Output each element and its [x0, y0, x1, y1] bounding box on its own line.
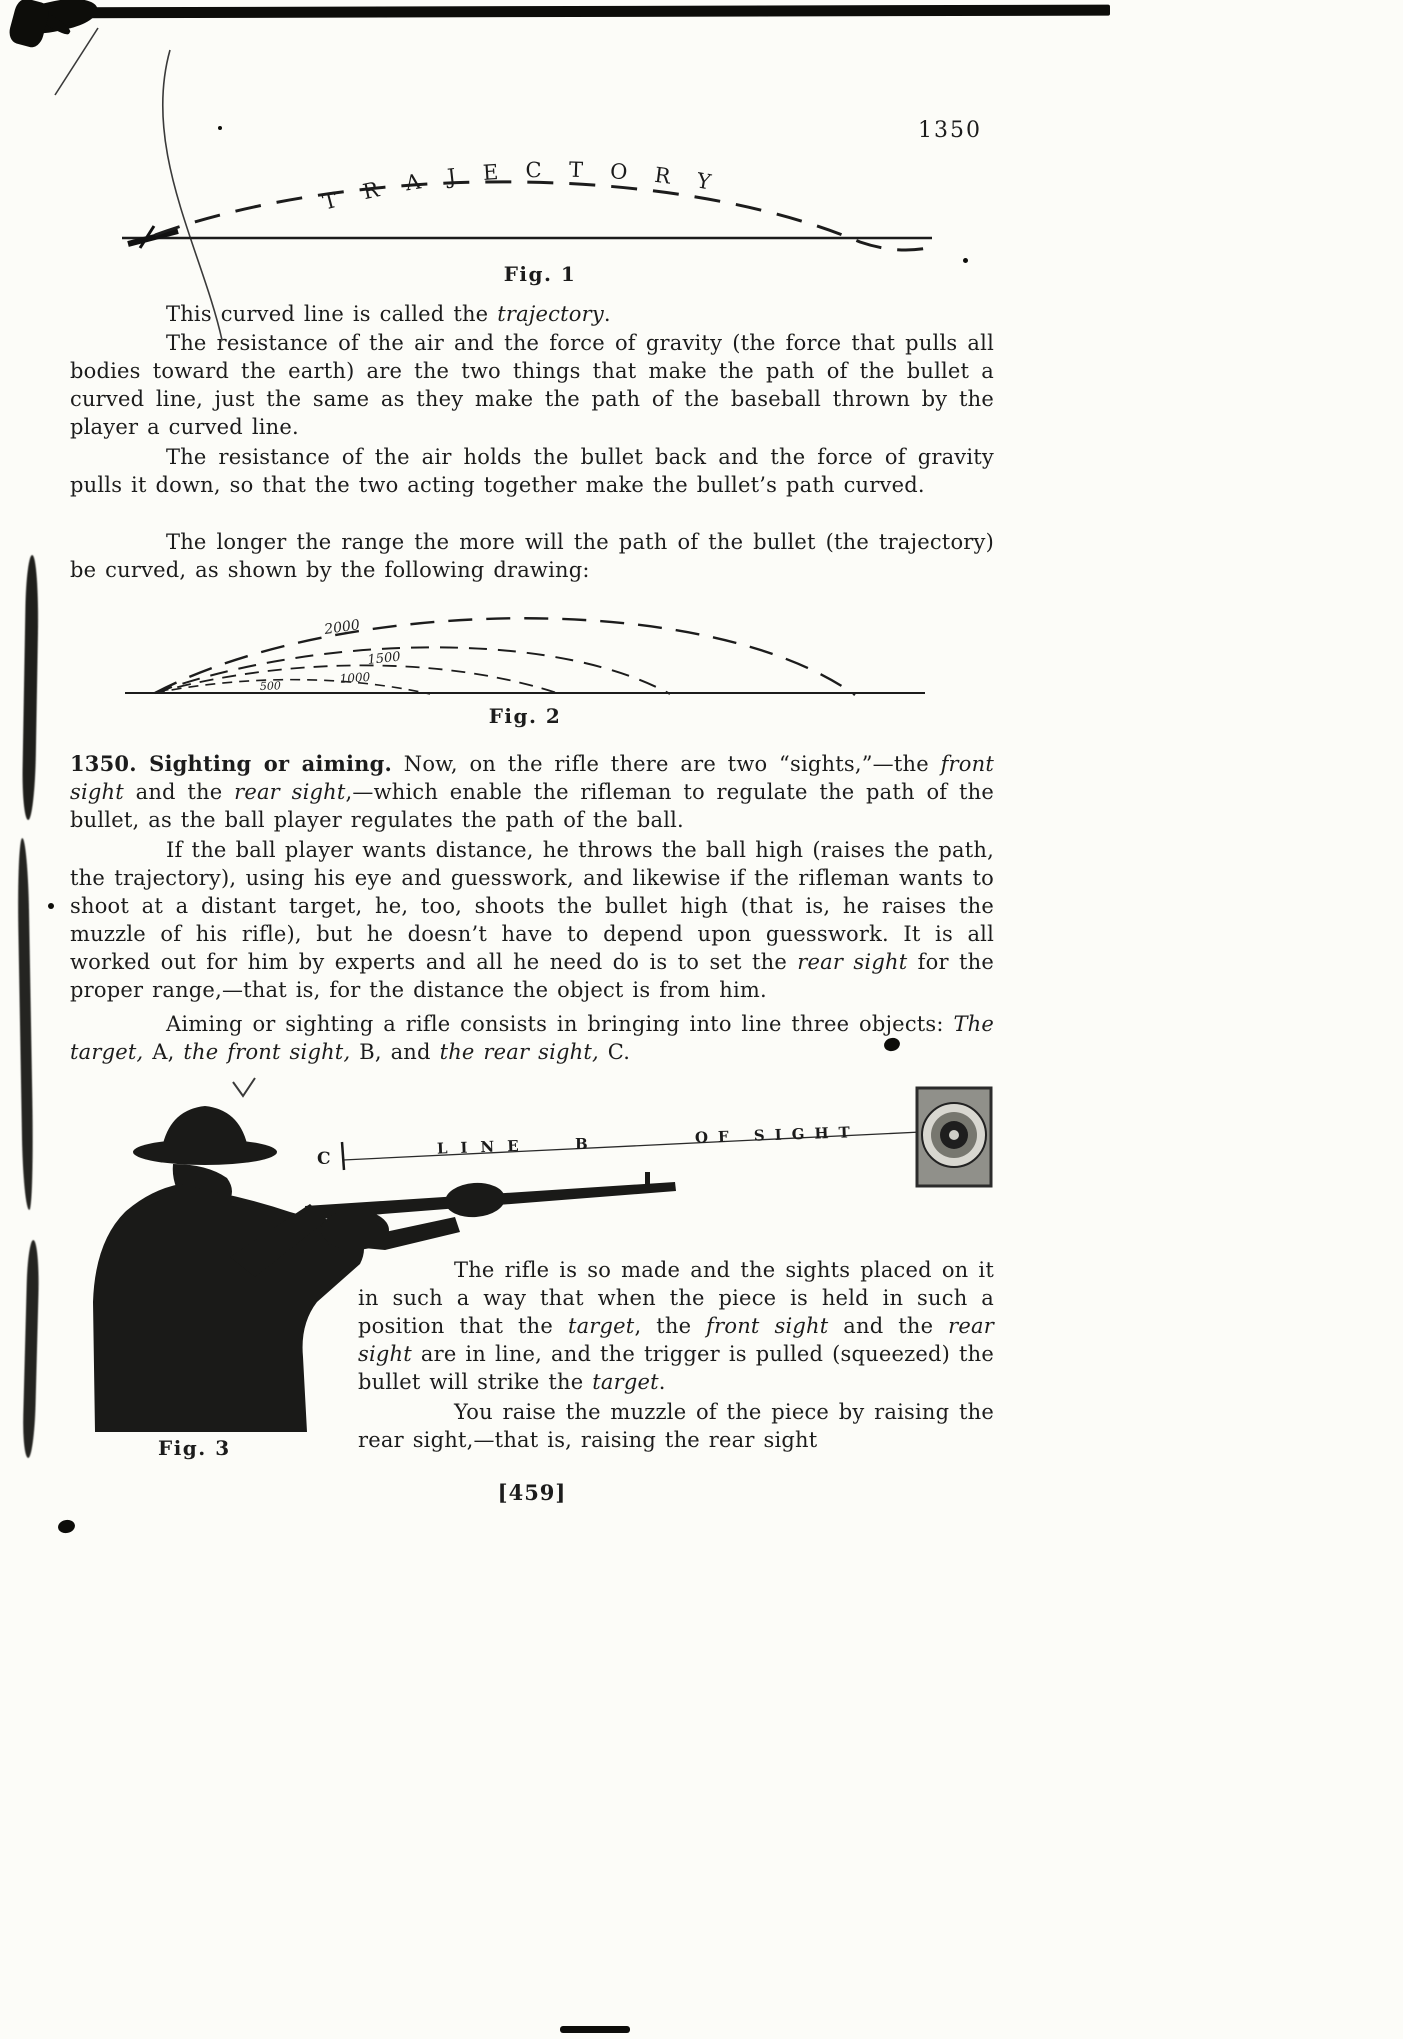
scan-artifact-bottom-dash [560, 2026, 630, 2033]
rear-sight-tick [342, 1142, 344, 1170]
line-of-sight-label-ofsight: OF SIGHT [694, 1123, 861, 1147]
scan-speck-2 [218, 126, 222, 130]
scan-artifact-left-streak-2 [17, 838, 34, 1210]
figure2-label-500: 500 [259, 679, 282, 693]
figure1-trajectory-diagram [100, 138, 980, 268]
figure1-arc-label-text [320, 158, 739, 215]
paragraph-rifle-so-made: The rifle is so made and the sights placed on it in such a way that when the piece is held in such a position that the target, the front sight and the rear sight are in line, and the trigger is pulled (squeezed) the bullet will strike the target. [358, 1258, 994, 1394]
page-folio-number: 1350 [918, 118, 982, 143]
campaign-hat-crown [161, 1106, 249, 1154]
pen-diagonal-line [55, 28, 98, 95]
paragraph-three-objects: Aiming or sighting a rifle consists in bringing into line three objects: The target, A, the front sight, B, and the rear sight, C. [70, 1012, 994, 1064]
scan-artifact-corner-piece [7, 0, 52, 50]
trajectory-arc-label: TRAJECTORY [320, 157, 740, 215]
rifle-front-sight [645, 1172, 650, 1184]
figure2-label-1500: 1500 [366, 649, 402, 668]
figure1-svg [100, 138, 980, 268]
line-of-sight-label-line: LINE [436, 1136, 532, 1158]
figure2-caption: Fig. 2 [488, 704, 562, 728]
figure1-caption: Fig. 1 [503, 262, 577, 286]
marker-b-label: B [575, 1135, 588, 1153]
page-number-footer: [459] [497, 1480, 567, 1505]
target [917, 1088, 991, 1186]
figure2-label-1000: 1000 [339, 669, 371, 686]
scan-artifact-top-bar [30, 5, 1110, 19]
marker-c-label: C [317, 1149, 331, 1169]
scan-artifact-left-streak-3 [22, 1240, 40, 1458]
target-center [949, 1130, 959, 1140]
figure2-svg [110, 588, 940, 710]
paragraph-sighting-or-aiming: 1350. Sighting or aiming. Now, on the rifle there are two “sights,”—the front sight and the rear sight,—which enable the rifleman to regulate the path of the bullet, as the ball player regulates the path of the ball. [70, 751, 994, 832]
paragraph-resistance-and-gravity: The resistance of the air and the force of gravity (the force that pulls all bodies toward the earth) are the two things that make the path of the bullet a curved line, just the same as they make the path of the baseball thrown by the player a curved line. [70, 331, 994, 439]
figure2-label-2000: 2000 [323, 617, 361, 638]
figure3-caption: Fig. 3 [158, 1436, 231, 1460]
paragraph-raise-muzzle: You raise the muzzle of the piece by raising the rear sight,—that is, raising the rear sight [358, 1400, 994, 1452]
figure2-curve-1500 [155, 647, 670, 694]
figure1-trajectory-curve [155, 182, 928, 250]
paragraph-trajectory-definition: This curved line is called the trajectory. [166, 302, 611, 326]
soldier-trigger-hand [321, 1210, 389, 1250]
figure2-range-trajectories-diagram [110, 588, 940, 710]
scan-artifact-left-streak-1 [22, 555, 40, 820]
pen-check-mark [233, 1078, 255, 1096]
paragraph-forces-acting-together: The resistance of the air holds the bullet back and the force of gravity pulls it down, so that the two acting together make the bullet’s path curved. [70, 445, 994, 497]
soldier-fore-hand [444, 1181, 506, 1219]
ink-dot-bottom-left [57, 1519, 76, 1535]
figure2-curve-500 [155, 680, 430, 694]
scan-speck-3 [48, 903, 54, 909]
paragraph-longer-range: The longer the range the more will the path of the bullet (the trajectory) be curved, as shown by the following drawing: [70, 530, 994, 582]
paragraph-ball-player-comparison: If the ball player wants distance, he throws the ball high (raises the path, the trajectory), using his eye and guesswork, and likewise if the rifleman wants to shoot at a distant target, he, too, shoots the bullet high (that is, he raises the muzzle of his rifle), but he doesn’t have to depend upon guesswork. It is all worked out for him by experts and all he need do is to set the rear sight for the proper range,—that is, for the distance the object is from him. [70, 838, 995, 1002]
